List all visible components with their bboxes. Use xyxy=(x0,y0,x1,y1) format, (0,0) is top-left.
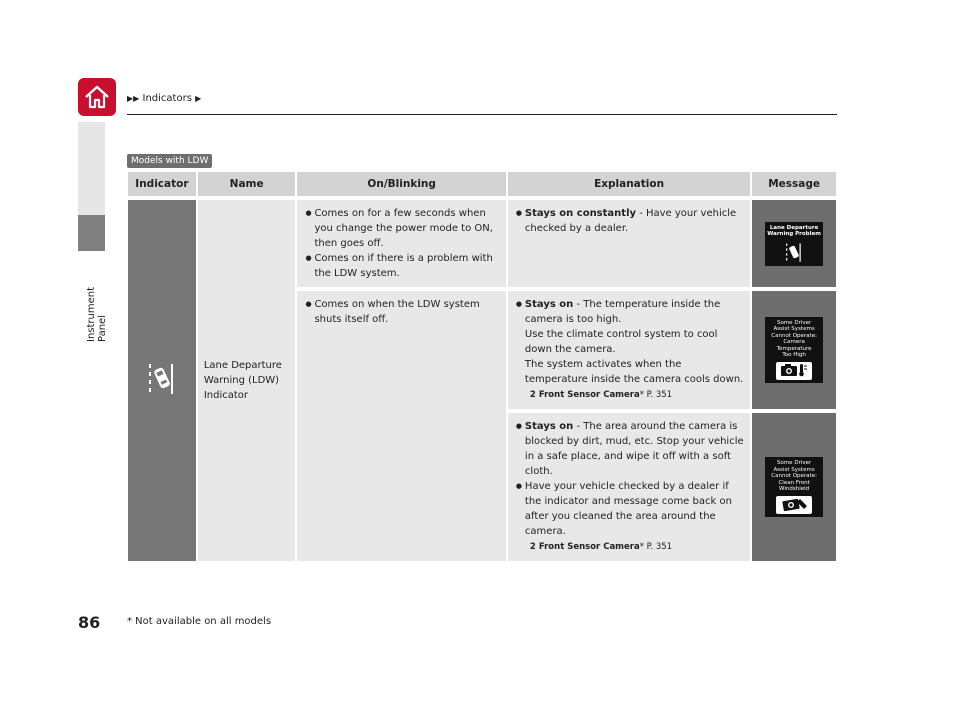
message-display: Some Driver Assist Systems Cannot Operate: Clean Front Windshield xyxy=(765,457,823,517)
list-item: ● Comes on if there is a problem with the LDW system. xyxy=(305,251,499,281)
camera-blocked-icon xyxy=(776,496,812,515)
list-item: ● Stays on - The temperature inside the camera is too high. Use the climate control system to cool down the camera. The system activates when the temperature inside the camera cools down. xyxy=(516,297,744,387)
col-header-indicator: Indicator xyxy=(128,172,196,196)
message-display: Lane Departure Warning Problem xyxy=(765,222,823,266)
cross-reference-link[interactable]: 2 Front Sensor Camera* P. 351 xyxy=(516,388,744,403)
lane-departure-warning-icon xyxy=(146,360,178,396)
model-tag: Models with LDW xyxy=(127,154,212,168)
table-row xyxy=(128,200,836,287)
indicator-table xyxy=(126,172,838,561)
home-button[interactable] xyxy=(78,78,116,116)
home-icon xyxy=(83,84,111,110)
breadcrumb-indicators[interactable]: Indicators xyxy=(142,93,192,104)
sidebar-tab-background xyxy=(78,122,105,215)
message-cell xyxy=(752,413,836,561)
reference-arrow-icon: 2 xyxy=(529,390,536,400)
camera-thermometer-icon xyxy=(776,362,812,381)
breadcrumb[interactable]: ▶▶ Indicators ▶ xyxy=(127,93,202,104)
footnote: * Not available on all models xyxy=(127,616,272,627)
explanation-cell xyxy=(508,413,750,561)
message-cell xyxy=(752,291,836,409)
on-blinking-cell xyxy=(297,200,505,287)
col-header-explanation: Explanation xyxy=(508,172,750,196)
sidebar-label[interactable]: Instrument Panel xyxy=(86,286,108,342)
cross-reference-link[interactable]: 2 Front Sensor Camera* P. 351 xyxy=(516,540,744,555)
col-header-name: Name xyxy=(198,172,296,196)
indicator-cell xyxy=(128,200,196,561)
page-number: 86 xyxy=(78,613,101,632)
list-item: ● Comes on when the LDW system shuts itself off. xyxy=(305,297,499,327)
explanation-cell xyxy=(508,200,750,287)
col-header-on-blinking: On/Blinking xyxy=(297,172,505,196)
list-item: ● Comes on for a few seconds when you change the power mode to ON, then goes off. xyxy=(305,206,499,251)
message-display: Some Driver Assist Systems Cannot Operate: Camera Temperature Too High xyxy=(765,317,823,384)
explanation-cell xyxy=(508,291,750,409)
list-item: ● Have your vehicle checked by a dealer if the indicator and message come back on after you cleaned the area around the camera. xyxy=(516,479,744,539)
list-item: ● Stays on - The area around the camera is blocked by dirt, mud, etc. Stop your vehicle in a safe place, and wipe it off with a soft cloth. xyxy=(516,419,744,479)
reference-arrow-icon: 2 xyxy=(529,542,536,552)
lane-departure-warning-icon xyxy=(784,241,804,263)
name-cell: Lane Departure Warning (LDW) Indicator xyxy=(198,200,296,561)
table-header-row xyxy=(128,172,836,196)
list-item: ● Stays on constantly - Have your vehicle checked by a dealer. xyxy=(516,206,744,236)
header-rule xyxy=(127,114,837,115)
sidebar-label-wrap xyxy=(86,262,108,342)
on-blinking-cell xyxy=(297,291,505,561)
sidebar-tab-marker xyxy=(78,215,105,251)
message-cell xyxy=(752,200,836,287)
col-header-message: Message xyxy=(752,172,836,196)
